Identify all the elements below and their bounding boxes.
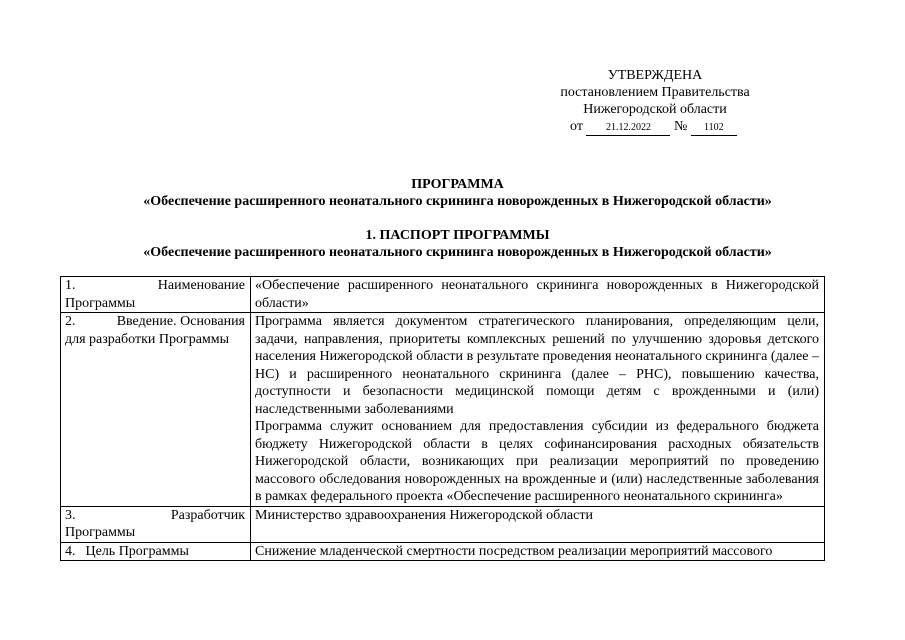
approval-stamp <box>545 67 765 136</box>
row-label: Наименование <box>157 278 245 293</box>
row-label-continued: Программы <box>65 525 136 540</box>
passport-table <box>60 276 825 561</box>
passport-heading: 1. ПАСПОРТ ПРОГРАММЫ <box>365 228 550 243</box>
row-label-cell <box>61 313 251 507</box>
row-label: Цель Программы <box>85 543 189 559</box>
row-label-cell <box>61 542 251 561</box>
date-prefix: от <box>570 119 583 134</box>
row-value-paragraph: Программа является документом стратегического планирования, определяющим цели, задачи, направления, приоритеты комплексных решений по улучшению здоровья детского населения Нижегородской области в результате проведения неонатального скрининга (далее – НС) и расширенного неонатального скрининга (далее – РНС), повышению качества, доступности и безопасности медицинской помощи детям с врожденными и (или) наследственными заболеваниями <box>255 314 819 417</box>
row-label-continued: для разработки Программы <box>65 331 230 347</box>
table-row <box>61 313 825 507</box>
approval-date-line <box>545 118 765 136</box>
approval-date: 21.12.2022 <box>586 122 670 136</box>
row-label: Введение. Основания <box>116 314 245 329</box>
row-label-first-line <box>65 313 245 331</box>
row-value-paragraph: Программа служит основанием для предоставления субсидии из федерального бюджета бюджету Нижегородской области в целях софинансирования расходных обязательств Нижегородской области, возникающих при реализации мероприятий по проведению массового обследования новорожденных на врожденные и (или) наследственные заболевания в рамках федерального проекта «Обеспечение расширенного неонатального скрининга» <box>255 419 819 504</box>
program-heading: ПРОГРАММА <box>411 177 504 192</box>
row-number: 1. <box>65 278 76 293</box>
program-title: «Обеспечение расширенного неонатального скрининга новорожденных в Нижегородской области» <box>143 194 772 209</box>
row-value-cell <box>251 277 825 313</box>
row-label-first-line <box>65 277 245 295</box>
row-label-cell <box>61 506 251 542</box>
row-value-paragraph: Министерство здравоохранения Нижегородской области <box>255 507 593 523</box>
approval-number: 1102 <box>691 122 737 136</box>
row-number: 3. <box>65 507 76 523</box>
row-value-paragraph: «Обеспечение расширенного неонатального скрининга новорожденных в Нижегородской области» <box>255 278 819 311</box>
table-row <box>61 506 825 542</box>
row-number: 2. <box>65 314 76 329</box>
row-value-paragraph: Снижение младенческой смертности посредством реализации мероприятий массового <box>255 543 773 559</box>
approval-line-1: УТВЕРЖДЕНА <box>607 68 703 83</box>
row-label-cell <box>61 277 251 313</box>
passport-title-block <box>60 227 855 261</box>
row-label-first-line <box>65 543 245 561</box>
table-row <box>61 277 825 313</box>
row-label-first-line <box>65 507 245 525</box>
approval-line-2: постановлением Правительства <box>560 85 750 100</box>
row-value-cell <box>251 542 825 561</box>
approval-line-3: Нижегородской области <box>583 102 727 117</box>
row-value-cell <box>251 506 825 542</box>
row-value-cell <box>251 313 825 507</box>
program-title-block <box>60 176 855 210</box>
table-row <box>61 542 825 561</box>
number-sign: № <box>673 119 688 134</box>
row-label: Разработчик <box>170 507 245 523</box>
passport-title: «Обеспечение расширенного неонатального скрининга новорожденных в Нижегородской области» <box>143 245 772 260</box>
row-number: 4. <box>65 543 76 559</box>
row-label-continued: Программы <box>65 295 136 311</box>
